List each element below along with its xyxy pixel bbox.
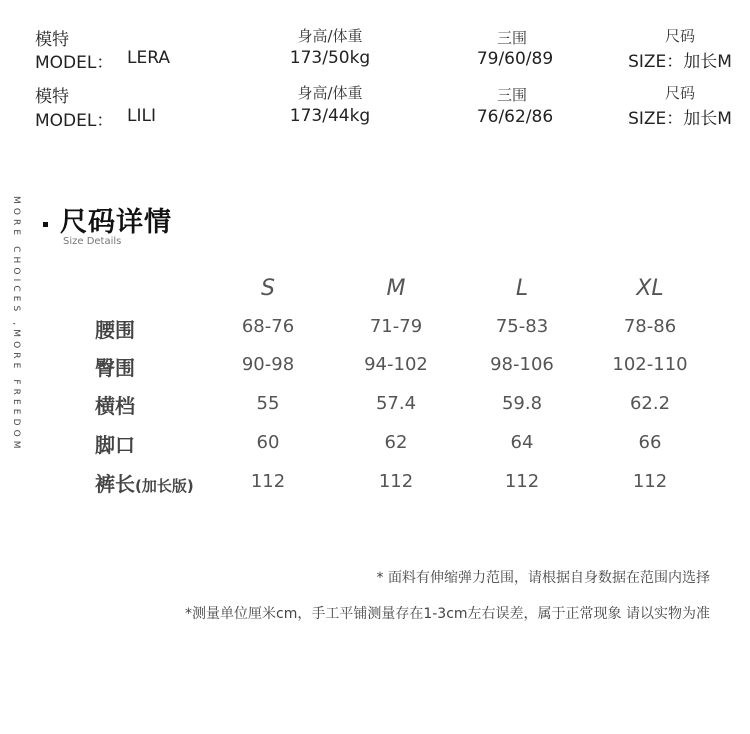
model-key: MODEL： (35, 53, 114, 73)
section-subtitle: Size Details (63, 236, 122, 247)
table-cell: 112 (378, 471, 414, 492)
model-key: MODEL： (35, 111, 114, 131)
table-cell: 94-102 (364, 354, 428, 375)
table-cell: 90-98 (241, 354, 295, 375)
row-label: 裤长(加长版) (95, 472, 194, 496)
table-cell: 59.8 (501, 393, 543, 414)
table-cell: 78-86 (623, 316, 677, 337)
model-name: LERA (127, 48, 170, 68)
model-name-cn: 模特 (35, 30, 69, 50)
table-cell: 62.2 (629, 393, 671, 414)
bullet-dot-icon (43, 222, 48, 227)
size-label: 尺码 (664, 27, 695, 45)
note-elasticity: * 面料有伸缩弹力范围，请根据自身数据在范围内选择 (376, 570, 710, 586)
table-cell: 66 (638, 432, 662, 453)
note-measurement: *测量单位厘米cm，手工平铺测量存在1-3cm左右误差，属于正常现象 请以实物为准 (185, 606, 710, 622)
row-label: 腰围 (95, 318, 135, 342)
table-cell: 112 (632, 471, 668, 492)
table-cell: 64 (510, 432, 534, 453)
height-weight-value: 173/44kg (289, 106, 371, 126)
size-value: SIZE：加长M (628, 109, 732, 129)
measurements-label: 三围 (496, 86, 527, 104)
table-cell: 112 (250, 471, 286, 492)
height-weight-label: 身高/体重 (297, 27, 363, 45)
measurements-value: 79/60/89 (476, 49, 554, 69)
table-cell: 55 (256, 393, 280, 414)
height-weight-label: 身高/体重 (297, 84, 363, 102)
table-cell: 71-79 (369, 316, 423, 337)
table-cell: 112 (504, 471, 540, 492)
column-header: L (515, 276, 529, 301)
table-cell: 68-76 (241, 316, 295, 337)
row-label: 脚口 (95, 433, 135, 457)
model-name: LILI (127, 106, 156, 126)
size-value: SIZE：加长M (628, 52, 732, 72)
table-cell: 98-106 (490, 354, 554, 375)
row-label: 横档 (95, 394, 135, 418)
table-cell: 102-110 (612, 354, 688, 375)
section-title: 尺码详情 (60, 207, 172, 238)
table-cell: 75-83 (495, 316, 549, 337)
column-header: XL (636, 276, 664, 301)
column-header: S (261, 276, 275, 301)
table-cell: 60 (256, 432, 280, 453)
table-cell: 57.4 (375, 393, 417, 414)
side-slogan: MORE CHOICES ,MORE FREEDOM (11, 196, 21, 453)
size-label: 尺码 (664, 84, 695, 102)
table-cell: 62 (384, 432, 408, 453)
measurements-label: 三围 (496, 29, 527, 47)
row-label: 臀围 (95, 356, 135, 380)
column-header: M (386, 276, 406, 301)
model-name-cn: 模特 (35, 87, 69, 107)
height-weight-value: 173/50kg (289, 48, 371, 68)
measurements-value: 76/62/86 (476, 107, 554, 127)
